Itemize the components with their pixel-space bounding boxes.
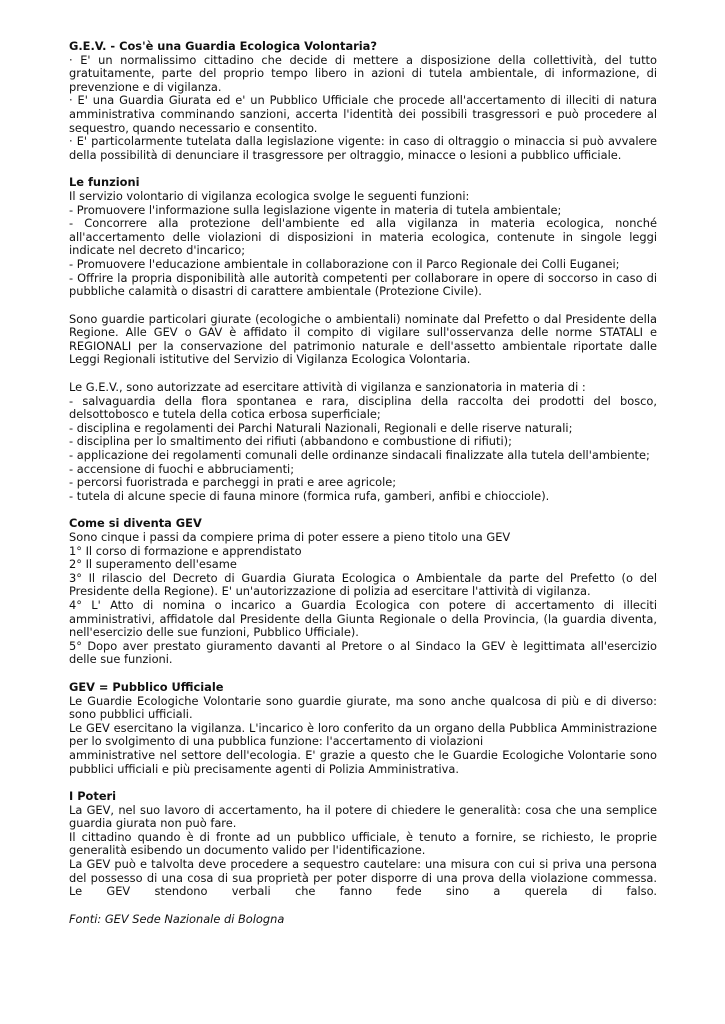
- paragraph: amministrative nel settore dell'ecologia. E' grazie a questo che le Guardie Ecologiche Volontarie sono pubblici ufficiali e più precisamente agenti di Polizia Amministrativa.: [69, 747, 657, 776]
- list-item: - disciplina per lo smaltimento dei rifiuti (abbandono e combustione di rifiuti);: [69, 434, 512, 449]
- list-item: - Concorrere alla protezione dell'ambiente ed alla vigilanza in materia ecologica, nonché all'accertamento delle violazioni di disposizioni in materia ecologica, contenute in singole leggi indicate nel decreto d'incarico;: [69, 216, 657, 258]
- step-item: 3° Il rilascio del Decreto di Guardia Giurata Ecologica o Ambientale da parte del Prefetto (o del Presidente della Regione). E' un'autorizzazione di polizia ad esercitare l'attività di vigilanza.: [69, 570, 657, 599]
- list-item: - Promuovere l'educazione ambientale in collaborazione con il Parco Regionale dei Colli Euganei;: [69, 256, 620, 271]
- paragraph: La GEV può e talvolta deve procedere a sequestro cautelare: una misura con cui si priva una persona del possesso di una cosa di sua proprietà per poter disporre di una prova della violazione commessa. Le GEV stendono verbali che fanno fede sino a querela di falso.: [69, 857, 657, 899]
- paragraph: Le G.E.V., sono autorizzate ad esercitare attività di vigilanza e sanzionatoria in materia di :: [69, 380, 586, 395]
- section-heading: Le funzioni: [69, 175, 140, 190]
- paragraph: La GEV, nel suo lavoro di accertamento, ha il potere di chiedere le generalità: cosa che una semplice guardia giurata non può fare.: [69, 802, 657, 831]
- section-how-to-become: [69, 517, 657, 667]
- section-what-is-gev: [69, 40, 657, 162]
- list-item: - disciplina e regolamenti dei Parchi Naturali Nazionali, Regionali e delle riserve naturali;: [69, 420, 573, 435]
- paragraph: · E' una Guardia Giurata ed e' un Pubblico Ufficiale che procede all'accertamento di illeciti di natura amministrativa comminando sanzioni, accerta l'identità dei possibili trasgressori e può procedere al sequestro, quando necessario e consentito.: [69, 93, 657, 135]
- list-item: - salvaguardia della flora spontanea e rara, disciplina della raccolta dei prodotti del bosco, delsottobosco e tutela della cotica erbosa superficiale;: [69, 393, 657, 422]
- step-item: 1° Il corso di formazione e apprendistato: [69, 543, 302, 558]
- paragraph: Sono guardie particolari giurate (ecologiche o ambientali) nominate dal Prefetto o dal Presidente della Regione. Alle GEV o GAV è affidato il compito di vigilare sull'osservanza delle norme STATALI e REGIONALI per la conservazione del patrimonio naturale e dell'assetto ambientale riportate dalle Leggi Regionali istitutive del Servizio di Vigilanza Ecologica Volontaria.: [69, 311, 657, 367]
- list-item: - accensione di fuochi e abbruciamenti;: [69, 461, 295, 476]
- paragraph: Le GEV esercitano la vigilanza. L'incarico è loro conferito da un organo della Pubblica Amministrazione per lo svolgimento di una pubblica funzione: l'accertamento di violazioni: [69, 720, 657, 749]
- list-item: - applicazione dei regolamenti comunali delle ordinanze sindacali finalizzate alla tutela dell'ambiente;: [69, 448, 650, 463]
- section-heading: Come si diventa GEV: [69, 516, 202, 531]
- step-item: 5° Dopo aver prestato giuramento davanti al Pretore o al Sindaco la GEV è legittimata all'esercizio delle sue funzioni.: [69, 638, 657, 667]
- list-item: - percorsi fuoristrada e parcheggi in prati e aree agricole;: [69, 475, 397, 490]
- source-note: Fonti: GEV Sede Nazionale di Bologna: [69, 911, 285, 926]
- paragraph: Le Guardie Ecologiche Volontarie sono guardie giurate, ma sono anche qualcosa di più e di diverso: sono pubblici ufficiali.: [69, 693, 657, 722]
- paragraph: Il cittadino quando è di fronte ad un pubblico ufficiale, è tenuto a fornire, se richiesto, le proprie generalità esibendo un documento valido per l'identificazione.: [69, 829, 657, 858]
- list-item: - Promuovere l'informazione sulla legislazione vigente in materia di tutela ambientale;: [69, 202, 562, 217]
- step-item: 2° Il superamento dell'esame: [69, 557, 237, 572]
- list-item: - Offrire la propria disponibilità alle autorità competenti per collaborare in opere di soccorso in caso di pubbliche calamità o disastri di carattere ambientale (Protezione Civile).: [69, 270, 657, 299]
- section-heading: GEV = Pubblico Ufficiale: [69, 679, 224, 694]
- section-powers: [69, 790, 657, 899]
- paragraph: Sono cinque i passi da compiere prima di poter essere a pieno titolo una GEV: [69, 530, 511, 544]
- document-body: [69, 40, 657, 926]
- paragraph: · E' particolarmente tutelata dalla legislazione vigente: in caso di oltraggio o minaccia si può avvalere della possibilità di denunciare il trasgressore per oltraggio, minacce o lesioni a pubblico ufficiale.: [69, 134, 657, 162]
- list-item: - tutela di alcune specie di fauna minore (formica rufa, gamberi, anfibi e chiocciole).: [69, 488, 550, 503]
- section-authorized-activities: [69, 381, 657, 503]
- section-appointment: [69, 313, 657, 367]
- section-functions: [69, 176, 657, 298]
- step-item: 4° L' Atto di nomina o incarico a Guardia Ecologica con potere di accertamento di illeciti amministrativi, affidatole dal Presidente della Giunta Regionale o della Provincia, (la guardia diventa, nell'esercizio delle sue funzioni, Pubblico Ufficiale).: [69, 597, 657, 640]
- paragraph: Il servizio volontario di vigilanza ecologica svolge le seguenti funzioni:: [69, 188, 470, 203]
- paragraph: · E' un normalissimo cittadino che decide di mettere a disposizione della collettività, del tutto gratuitamente, parte del proprio tempo libero in azioni di tutela ambientale, di informazione, di prevenzione e di vigilanza.: [69, 52, 657, 94]
- section-heading: G.E.V. - Cos'è una Guardia Ecologica Volontaria?: [69, 39, 377, 53]
- section-public-official: [69, 681, 657, 776]
- section-heading: I Poteri: [69, 789, 117, 804]
